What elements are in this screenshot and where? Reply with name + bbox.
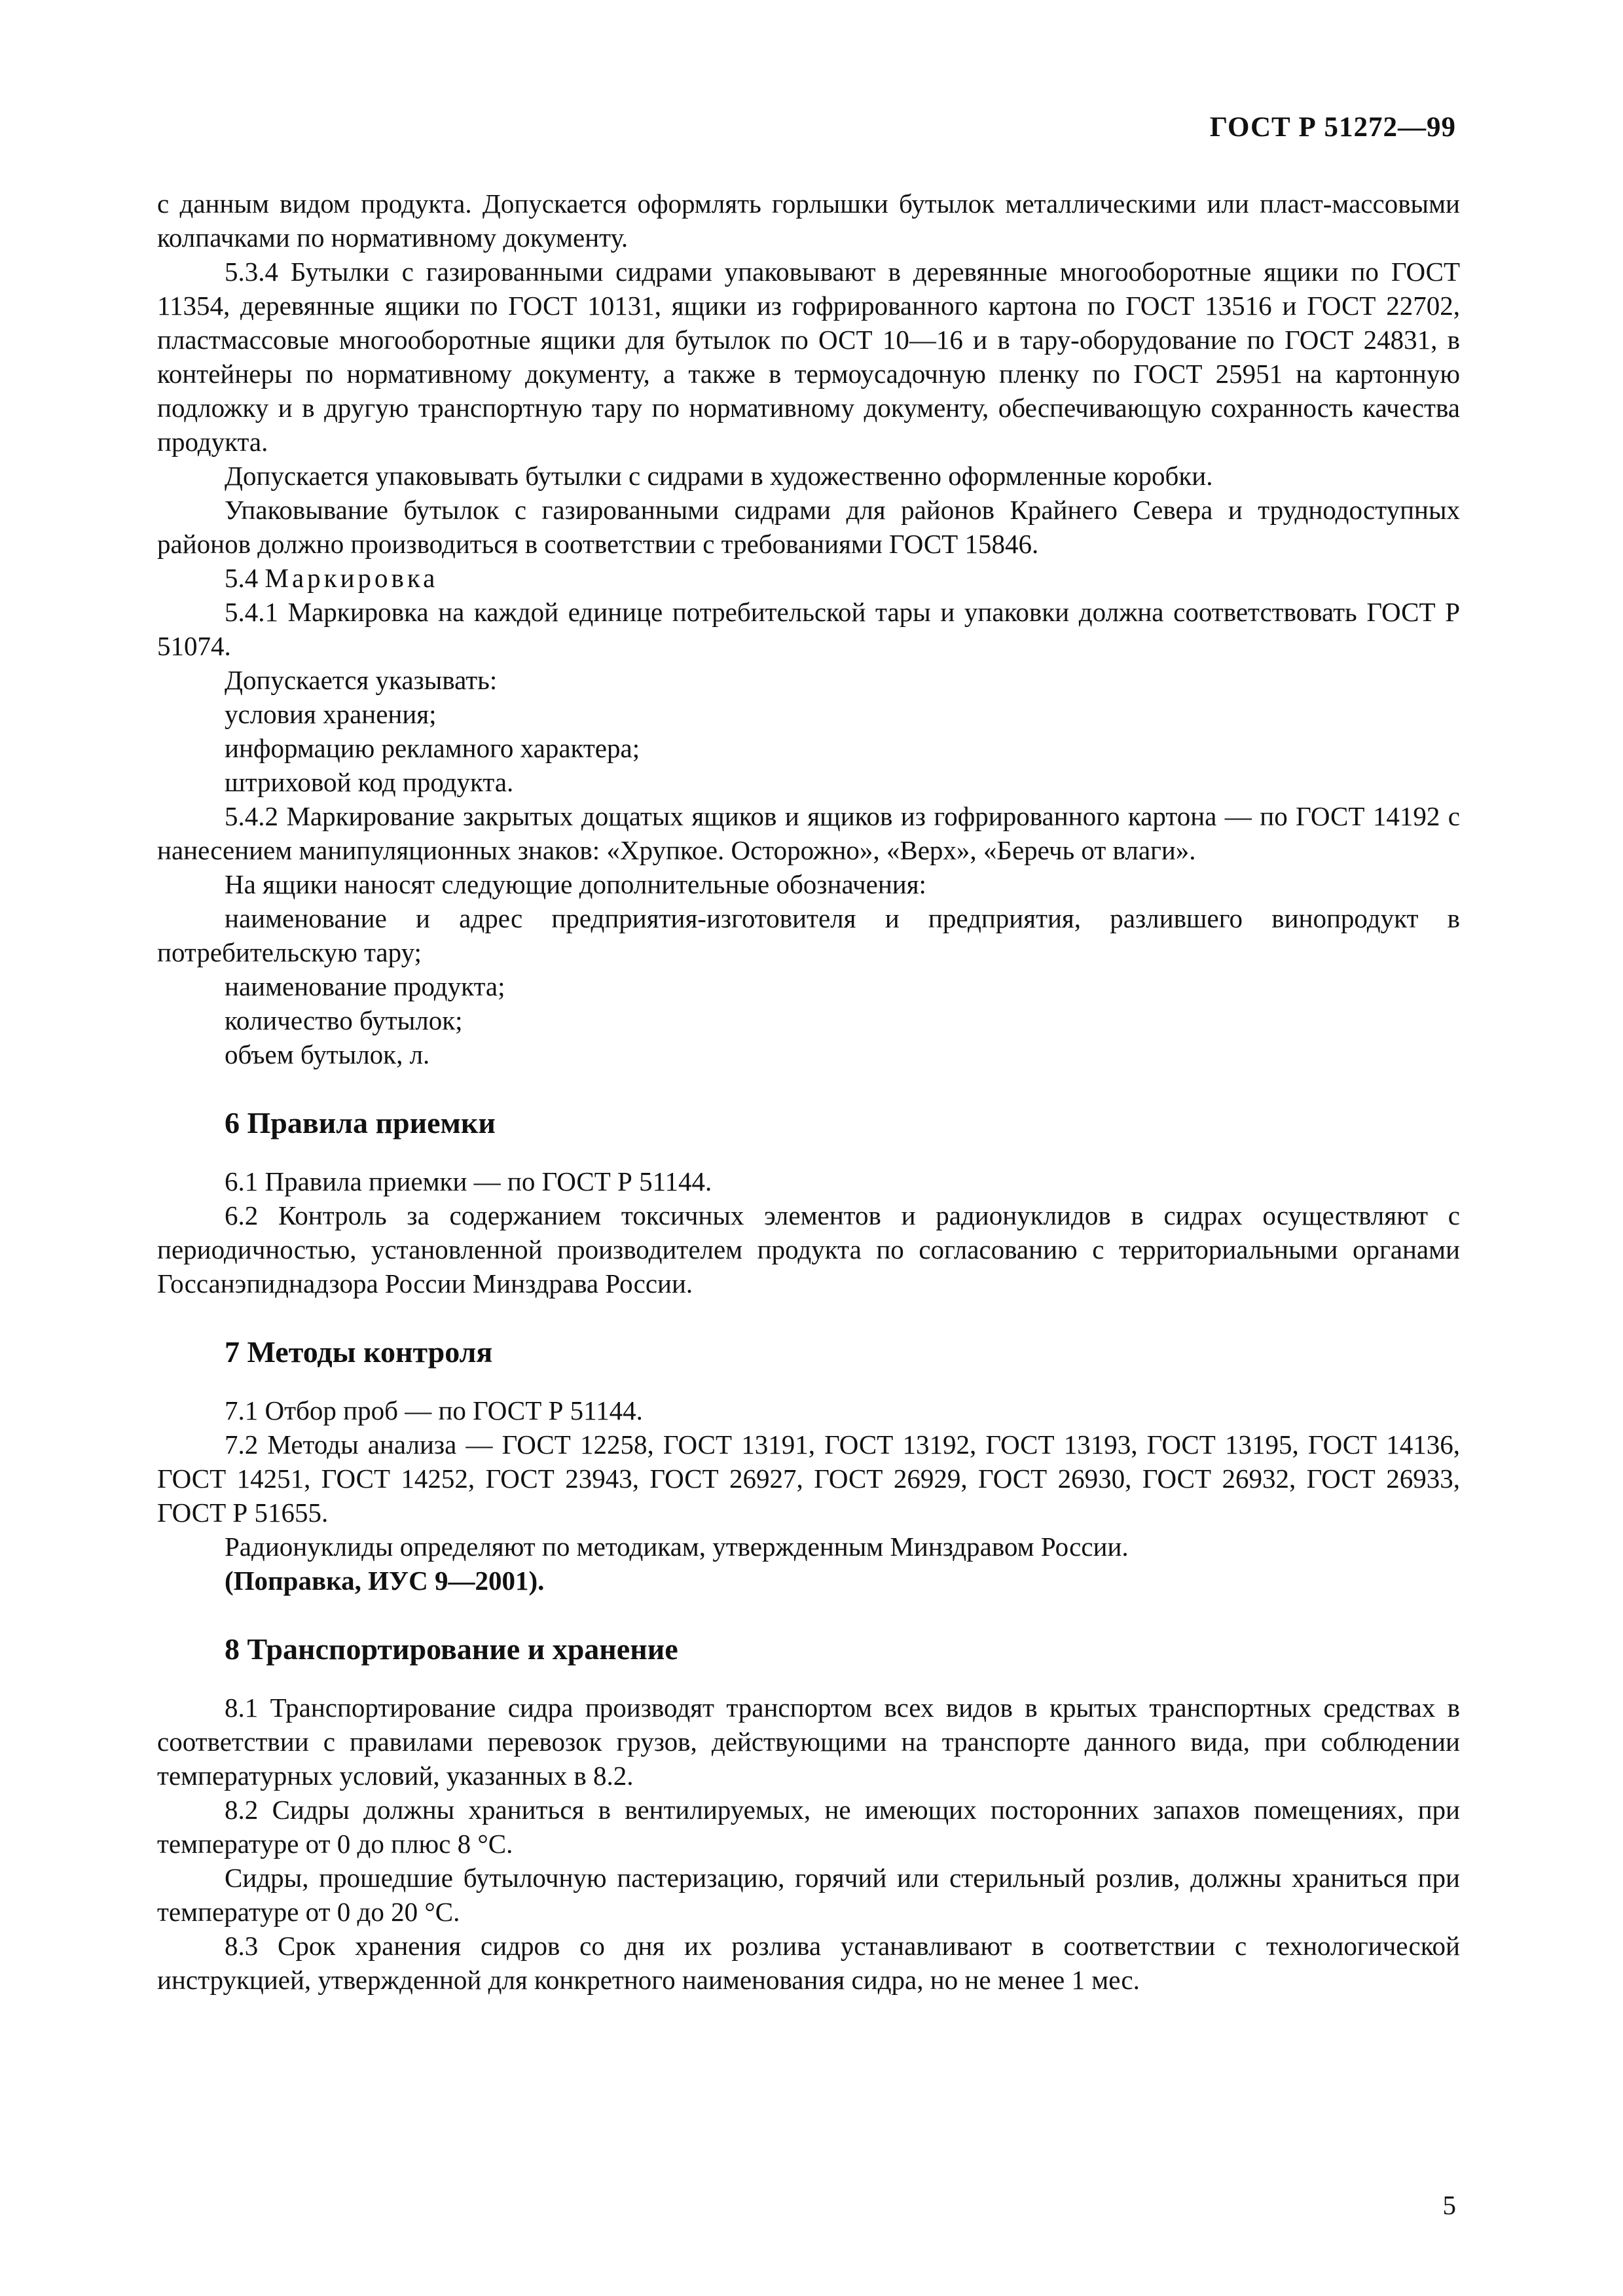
list-item: информацию рекламного характера; bbox=[225, 733, 640, 763]
list-item: наименование продукта; bbox=[225, 971, 505, 1001]
paragraph-allowed: Допускается указывать: bbox=[225, 665, 498, 695]
list-item: наименование и адрес предприятия-изготовителя и предприятия, разлившего винопродукт в потребительскую тару; bbox=[157, 903, 1460, 967]
document-code-header: ГОСТ Р 51272—99 bbox=[1209, 112, 1456, 143]
paragraph-radionuclides: Радионуклиды определяют по методикам, утвержденным Минздравом России. bbox=[225, 1532, 1129, 1562]
list-item: условия хранения; bbox=[225, 699, 437, 729]
paragraph-5-4-1: 5.4.1 Маркировка на каждой единице потребительской тары и упаковки должна соответствовать ГОСТ Р 51074. bbox=[157, 597, 1460, 661]
subsection-title: Маркировка bbox=[264, 563, 439, 593]
paragraph-5-3-4: 5.3.4 Бутылки с газированными сидрами упаковывают в деревянные многооборотные ящики по ГОСТ 11354, деревянные ящики по ГОСТ 10131, ящики из гофрированного картона по ГОСТ 13516 и ГОСТ 22702, пластмассовые многооборотные ящики для бутылок по ОСТ 10—16 и в тару-оборудование по ГОСТ 24831, в контейнеры по нормативному документу, а также в термоусадочную пленку по ГОСТ 25951 на картонную подложку и в другую транспортную тару по нормативному документу, обеспечивающую сохранность качества продукта. bbox=[157, 257, 1460, 457]
list-item: количество бутылок; bbox=[225, 1005, 463, 1035]
amendment-note: (Поправка, ИУС 9—2001). bbox=[225, 1566, 545, 1596]
paragraph-far-north: Упаковывание бутылок с газированными сидрами для районов Крайнего Севера и труднодоступных районов должно производиться в соответствии с требованиями ГОСТ 15846. bbox=[157, 495, 1460, 559]
paragraph-gift-boxes: Допускается упаковывать бутылки с сидрами в художественно оформленные коробки. bbox=[225, 461, 1213, 491]
paragraph-6-2: 6.2 Контроль за содержанием токсичных элементов и радионуклидов в сидрах осуществляют с периодичностью, установленной производителем продукта по согласованию с территориальными органами Госсанэпиднадзора России Минздрава России. bbox=[157, 1200, 1460, 1299]
paragraph-continuation: с данным видом продукта. Допускается оформлять горлышки бутылок металлическими или пласт-массовыми колпачками по нормативному документу. bbox=[157, 188, 1460, 253]
section-7-heading: 7 Методы контроля bbox=[225, 1335, 493, 1369]
paragraph-7-2: 7.2 Методы анализа — ГОСТ 12258, ГОСТ 13191, ГОСТ 13192, ГОСТ 13193, ГОСТ 13195, ГОСТ 14136, ГОСТ 14251, ГОСТ 14252, ГОСТ 23943, ГОСТ 26927, ГОСТ 26929, ГОСТ 26930, ГОСТ 26932, ГОСТ 26933, ГОСТ Р 51655. bbox=[157, 1429, 1460, 1528]
paragraph-8-1: 8.1 Транспортирование сидра производят транспортом всех видов в крытых транспортных средствах в соответствии с правилами перевозок грузов, действующими на транспорте данного вида, при соблюдении температурных условий, указанных в 8.2. bbox=[157, 1693, 1460, 1791]
paragraph-7-1: 7.1 Отбор проб — по ГОСТ Р 51144. bbox=[225, 1395, 643, 1426]
paragraph-6-1: 6.1 Правила приемки — по ГОСТ Р 51144. bbox=[225, 1166, 712, 1196]
paragraph-8-2: 8.2 Сидры должны храниться в вентилируемых, не имеющих посторонних запахов помещениях, при температуре от 0 до плюс 8 °С. bbox=[157, 1795, 1460, 1859]
page-number: 5 bbox=[1442, 2190, 1456, 2220]
paragraph-8-3: 8.3 Срок хранения сидров со дня их розлива устанавливают в соответствии с технологической инструкцией, утвержденной для конкретного наименования сидра, но не менее 1 мес. bbox=[157, 1931, 1460, 1995]
subsection-number: 5.4 bbox=[225, 563, 259, 593]
document-body bbox=[157, 187, 1460, 1997]
section-8-heading: 8 Транспортирование и хранение bbox=[225, 1632, 678, 1666]
list-item: штриховой код продукта. bbox=[225, 767, 514, 797]
paragraph-5-4-2: 5.4.2 Маркирование закрытых дощатых ящиков и ящиков из гофрированного картона — по ГОСТ 14192 с нанесением манипуляционных знаков: «Хрупкое. Осторожно», «Верх», «Беречь от влаги». bbox=[157, 801, 1460, 865]
subsection-5-4-heading bbox=[157, 561, 1460, 595]
paragraph-pasteurized: Сидры, прошедшие бутылочную пастеризацию, горячий или стерильный розлив, должны храниться при температуре от 0 до 20 °С. bbox=[157, 1863, 1460, 1927]
section-6-heading: 6 Правила приемки bbox=[225, 1106, 496, 1139]
list-item: объем бутылок, л. bbox=[225, 1039, 430, 1069]
paragraph-box-marks: На ящики наносят следующие дополнительные обозначения: bbox=[225, 869, 926, 899]
